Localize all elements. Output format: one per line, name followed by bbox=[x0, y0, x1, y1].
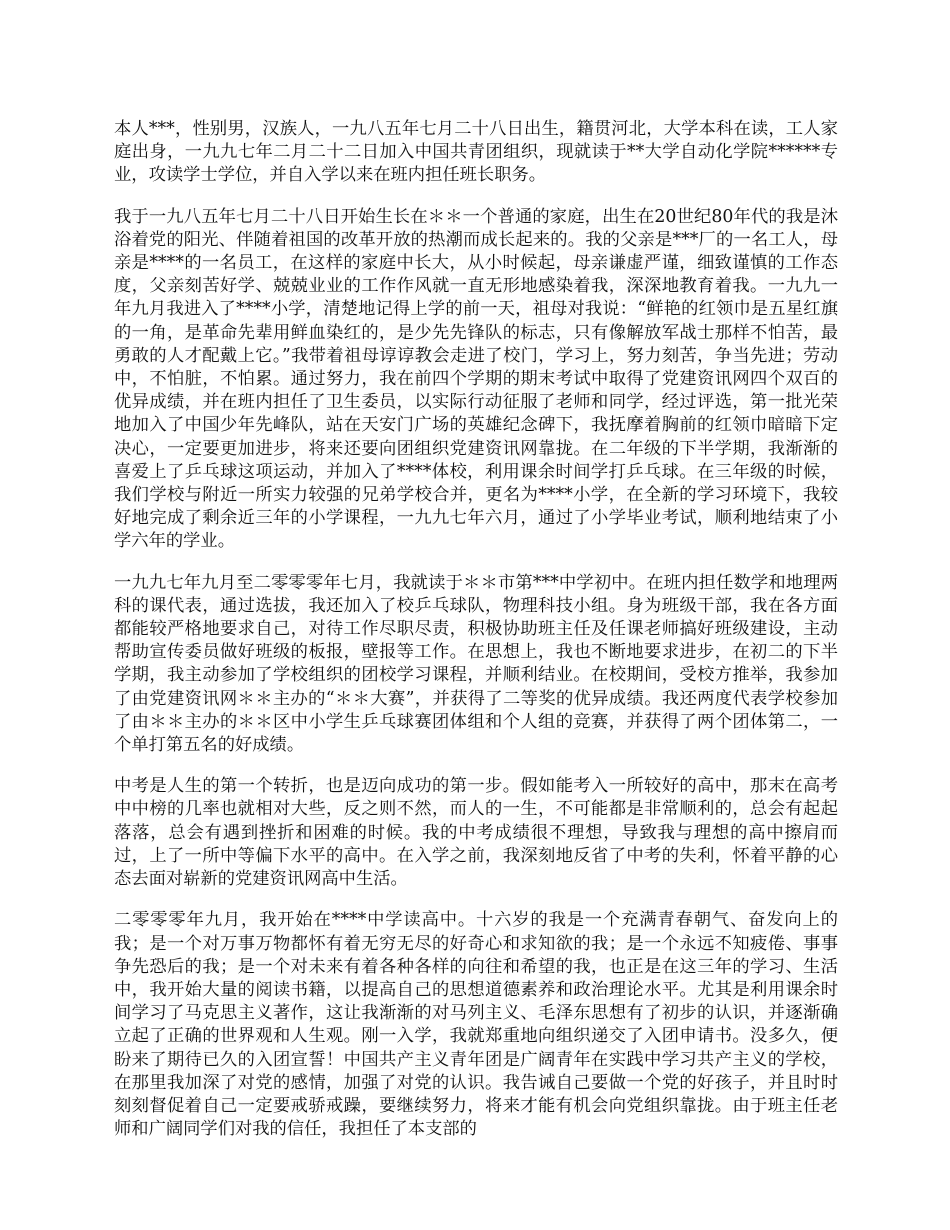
paragraph-childhood-primary-school: 我于一九八五年七月二十八日开始生长在＊＊一个普通的家庭，出生在20世纪80年代的我是沐浴着党的阳光、伴随着祖国的改革开放的热潮而成长起来的。我的父亲是***厂的一名工人，母亲是****的一名员工，在这样的家庭中长大，从小时候起，母亲谦虚严谨，细致谨慎的工作态度，父亲刻苦好学、兢兢业业的工作作风就一直无形地感染着我，深深地教育着我。一九九一年九月我进入了****小学，清楚地记得上学的前一天，祖母对我说：“鲜艳的红领巾是五星红旗的一角，是革命先辈用鲜血染红的，是少先先锋队的标志，只有像解放军战士那样不怕苦，最勇敢的人才配戴上它。”我带着祖母谆谆教会走进了校门，学习上，努力刻苦，争当先进；劳动中，不怕脏，不怕累。通过努力，我在前四个学期的期末考试中取得了党建资讯网四个双百的优异成绩，并在班内担任了卫生委员，以实际行动征服了老师和同学，经过评选，第一批光荣地加入了中国少年先峰队，站在天安门广场的英雄纪念碑下，我抚摩着胸前的红领巾暗暗下定决心，一定要更加进步，将来还要向团组织党建资讯网靠拢。在二年级的下半学期，我渐渐的喜爱上了乒乓球这项运动，并加入了****体校，利用课余时间学打乒乓球。在三年级的时候，我们学校与附近一所实力较强的兄弟学校合并，更名为****小学，在全新的学习环境下，我较好地完成了剩余近三年的小学课程，一九九七年六月，通过了小学毕业考试，顺利地结束了小学六年的学业。 bbox=[114, 206, 838, 552]
paragraph-entrance-exam: 中考是人生的第一个转折，也是迈向成功的第一步。假如能考入一所较好的高中，那末在高考中中榜的几率也就相对大些，反之则不然，而人的一生，不可能都是非常顺利的，总会有起起落落，总会有遇到挫折和困难的时候。我的中考成绩很不理想，导致我与理想的高中擦肩而过，上了一所中等偏下水平的高中。在入学之前，我深刻地反省了中考的失利，怀着平静的心态去面对崭新的党建资讯网高中生活。 bbox=[114, 776, 838, 890]
paragraph-junior-high: 一九九七年九月至二零零零年七月，我就读于＊＊市第***中学初中。在班内担任数学和地理两科的课代表，通过选拔，我还加入了校乒乓球队，物理科技小组。身为班级干部，我在各方面都能较严格地要求自己，对待工作尽职尽责，积极协助班主任及任课老师搞好班级建设，主动帮助宣传委员做好班级的板报，壁报等工作。在思想上，我也不断地要求进步，在初二的下半学期，我主动参加了学校组织的团校学习课程，并顺利结业。在校期间，受校方推举，我参加了由党建资讯网＊＊主办的“＊＊大赛”，并获得了二等奖的优异成绩。我还两度代表学校参加了由＊＊主办的＊＊区中小学生乒乓球赛团体组和个人组的竞赛，并获得了两个团体第二，一个单打第五名的好成绩。 bbox=[114, 572, 838, 756]
document-body bbox=[114, 118, 838, 1159]
paragraph-senior-high: 二零零零年九月，我开始在****中学读高中。十六岁的我是一个充满青春朝气、奋发向上的我；是一个对万事万物都怀有着无穷无尽的好奇心和求知欲的我；是一个永远不知疲倦、事事争先恐后的我；是一个对未来有着各种各样的向往和希望的我，也正是在这三年的学习、生活中，我开始大量的阅读书籍，以提高自己的思想道德素养和政治理论水平。尤其是利用课余时间学习了马克思主义著作，这让我渐渐的对马列主义、毛泽东思想有了初步的认识，并逐渐确立起了正确的世界观和人生观。刚一入学，我就郑重地向组织递交了入团申请书。没多久，便盼来了期待已久的入团宣誓！中国共产主义青年团是广阔青年在实践中学习共产主义的学校，在那里我加深了对党的感情，加强了对党的认识。我告诫自己要做一个党的好孩子，并且时时刻刻督促着自己一定要戒骄戒躁，要继续努力，将来才能有机会向党组织靠拢。由于班主任老师和广阔同学们对我的信任，我担任了本支部的 bbox=[114, 910, 838, 1140]
paragraph-personal-info: 本人***，性别男，汉族人，一九八五年七月二十八日出生，籍贯河北，大学本科在读，工人家庭出身，一九九七年二月二十二日加入中国共青团组织，现就读于**大学自动化学院******专业，攻读学士学位，并自入学以来在班内担任班长职务。 bbox=[114, 119, 838, 186]
